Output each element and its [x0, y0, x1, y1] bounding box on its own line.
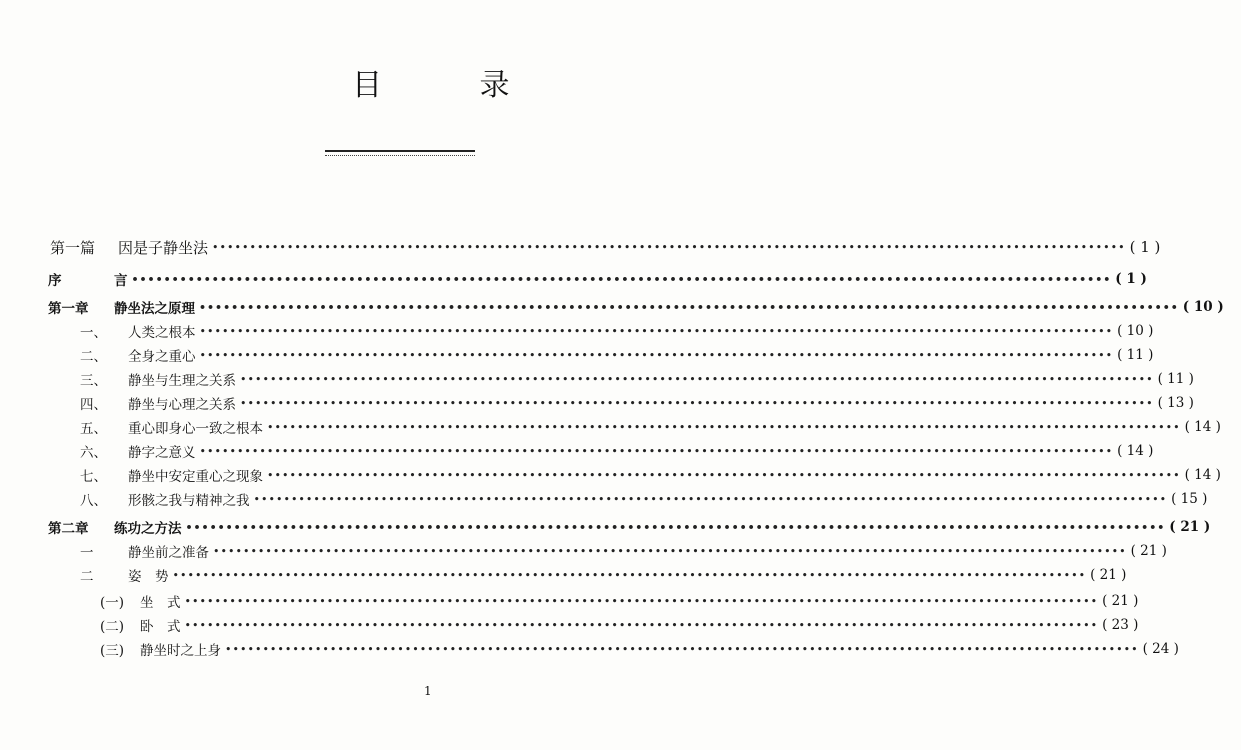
toc-entry: [0, 393, 1194, 413]
toc-entry-title: 人类之根本: [128, 325, 196, 341]
toc-entry: [0, 297, 1224, 317]
toc-leader-dots: [173, 569, 1087, 582]
toc-entry-label: (三): [100, 643, 125, 659]
toc-entry-title: 静字之意义: [128, 445, 196, 461]
toc-entry: [0, 345, 1154, 365]
toc-entry-title: 言: [114, 273, 128, 289]
toc-leader-dots: [225, 643, 1139, 656]
toc-entry-label: 第一章: [48, 301, 89, 317]
toc-entry-label: 四、: [80, 397, 107, 413]
toc-leader-dots: [185, 619, 1099, 632]
toc-entry-page: ( 14 ): [1117, 443, 1154, 459]
page-number: 1: [424, 684, 432, 698]
toc-entry-title: 静坐中安定重心之现象: [128, 469, 263, 485]
toc-entry-title: 姿 势: [128, 569, 169, 585]
toc-entry-title: 形骸之我与精神之我: [128, 493, 250, 509]
toc-leader-dots: [267, 421, 1181, 434]
toc-entry: [0, 369, 1194, 389]
toc-entry-page: ( 10 ): [1182, 299, 1224, 315]
toc-entry: [0, 417, 1221, 437]
toc-leader-dots: [199, 301, 1179, 314]
toc-leader-dots: [186, 521, 1166, 534]
toc-entry: [0, 321, 1154, 341]
toc-entry: [0, 465, 1221, 485]
toc-entry: [0, 269, 1147, 289]
toc-entry-title: 重心即身心一致之根本: [128, 421, 263, 437]
toc-leader-dots: [200, 325, 1114, 338]
toc-leader-dots: [213, 545, 1127, 558]
toc-leader-dots: [254, 493, 1168, 506]
toc-leader-dots: [267, 469, 1181, 482]
toc-entry: [0, 615, 1139, 635]
toc-entry-title: 静坐与生理之关系: [128, 373, 236, 389]
toc-entry: [0, 237, 1161, 257]
toc-leader-dots: [185, 595, 1099, 608]
toc-entry-page: ( 21 ): [1102, 593, 1139, 609]
page-title: 目 录: [352, 68, 554, 103]
toc-entry-page: ( 21 ): [1169, 519, 1211, 535]
toc-entry-label: 六、: [80, 445, 107, 461]
toc-entry: [0, 517, 1211, 537]
toc-entry-label: 二: [80, 569, 94, 585]
toc-leader-dots: [240, 397, 1154, 410]
toc-entry-title: 全身之重心: [128, 349, 196, 365]
toc-entry-title: 坐 式: [140, 595, 181, 611]
toc-leader-dots: [240, 373, 1154, 386]
toc-entry-page: ( 11 ): [1117, 347, 1154, 363]
title-underline: [325, 150, 475, 156]
toc-entry: [0, 565, 1127, 585]
toc-entry-label: 八、: [80, 493, 107, 509]
toc-entry-page: ( 14 ): [1184, 419, 1221, 435]
toc-entry: [0, 541, 1167, 561]
toc-entry-page: ( 23 ): [1102, 617, 1139, 633]
toc-entry-label: 第一篇: [50, 238, 96, 257]
toc-entry-title: 因是子静坐法: [118, 238, 209, 257]
toc-entry-label: 序: [48, 273, 62, 289]
toc-entry-title: 卧 式: [140, 619, 181, 635]
toc-entry-title: 静坐法之原理: [114, 301, 195, 317]
toc-entry-label: 三、: [80, 373, 107, 389]
toc-entry-label: 一: [80, 545, 94, 561]
toc-entry-title: 练功之方法: [114, 521, 182, 537]
toc-entry-page: ( 14 ): [1184, 467, 1221, 483]
toc-leader-dots: [212, 241, 1126, 254]
toc-entry: [0, 639, 1179, 659]
toc-entry-title: 静坐与心理之关系: [128, 397, 236, 413]
toc-entry-label: 二、: [80, 349, 107, 365]
toc-leader-dots: [200, 349, 1114, 362]
toc-entry-label: (二): [100, 619, 125, 635]
toc-entry-page: ( 15 ): [1171, 491, 1208, 507]
toc-entry-page: ( 24 ): [1142, 641, 1179, 657]
toc-entry-label: (一): [100, 595, 125, 611]
toc-entry-label: 五、: [80, 421, 107, 437]
toc-entry-page: ( 1 ): [1115, 271, 1147, 287]
toc-entry-page: ( 11 ): [1157, 371, 1194, 387]
toc-entry-page: ( 10 ): [1117, 323, 1154, 339]
toc-entry-title: 静坐前之准备: [128, 545, 209, 561]
toc-entry-page: ( 21 ): [1090, 567, 1127, 583]
toc-entry: [0, 441, 1154, 461]
toc-entry-title: 静坐时之上身: [140, 643, 221, 659]
toc-entry-page: ( 13 ): [1157, 395, 1194, 411]
toc-leader-dots: [132, 273, 1112, 286]
toc-entry: [0, 591, 1139, 611]
toc-entry-page: ( 1 ): [1129, 238, 1161, 256]
toc-entry-page: ( 21 ): [1130, 543, 1167, 559]
toc-entry: [0, 489, 1208, 509]
toc-entry-label: 第二章: [48, 521, 89, 537]
toc-entry-label: 七、: [80, 469, 107, 485]
toc-leader-dots: [200, 445, 1114, 458]
toc-entry-label: 一、: [80, 325, 107, 341]
